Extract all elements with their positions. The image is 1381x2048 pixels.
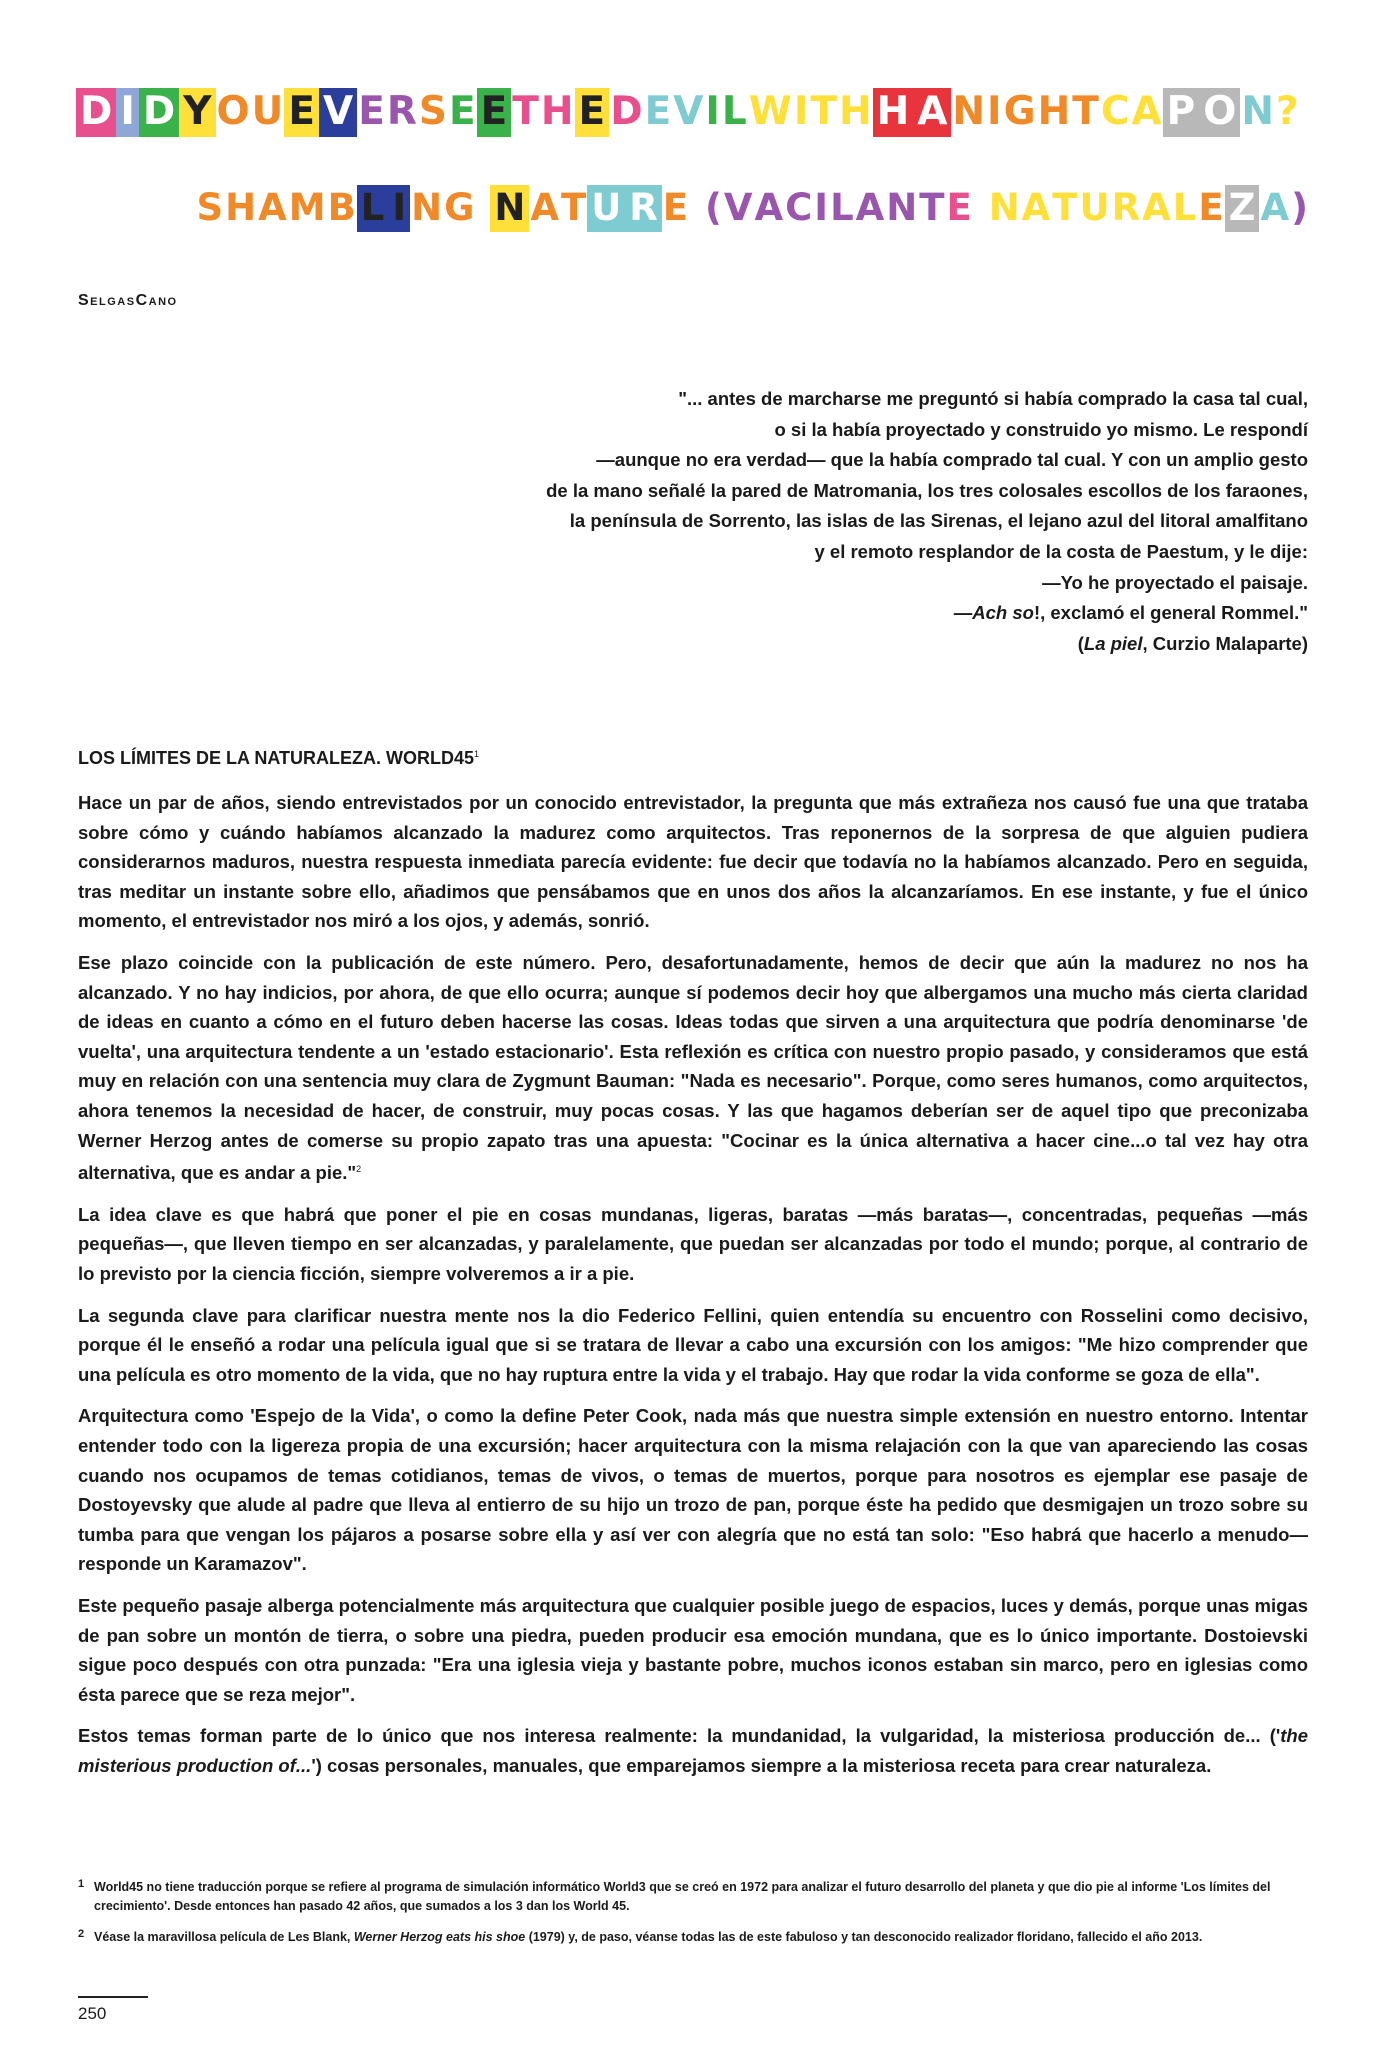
title-letter: E (448, 89, 476, 134)
footnote-text-part: Véase la maravillosa película de Les Blank, (94, 1930, 354, 1944)
title-letter: P (1163, 88, 1200, 137)
title-letter: B (327, 186, 356, 229)
footnote-italic: Werner Herzog eats his shoe (353, 1930, 526, 1944)
footnote-text (94, 1928, 1308, 1947)
title-letter: H (540, 89, 574, 134)
title-letter: I (793, 89, 809, 134)
title-letter: A (530, 186, 559, 229)
title-letter: E (662, 186, 689, 229)
title-letter: C (1100, 89, 1130, 134)
title-letter: A (1142, 186, 1171, 229)
title-letter: N (952, 89, 986, 134)
footnote (78, 1928, 1308, 1947)
paragraph: La segunda clave para clarificar nuestra mente nos la dio Federico Fellini, quien entendía su encuentro con Rosselini como decisivo, porque él le enseñó a rodar una película igual que si se tratara de llevar a cabo una excursión con los amigos: "Me hizo comprender que una película es otro momento de la vida, que no hay ruptura entre la vida y el trabajo. Hay que rodar la vida conforme se goza de ella". (78, 1304, 1308, 1385)
title-letter: D (139, 88, 179, 137)
title-letter: ) (1291, 186, 1308, 229)
title-letter: I (705, 89, 720, 134)
paragraph-text: Estos temas forman parte de lo único que nos interesa realmente: la mundanidad, la vulgaridad, la misteriosa producción de... (' (78, 1725, 1281, 1747)
epigraph-paren: ( (1077, 632, 1084, 654)
title-letter: M (288, 186, 326, 229)
title-letter: T (919, 186, 945, 229)
title-letter: U (1079, 186, 1110, 229)
epigraph (408, 384, 1308, 659)
footnote (78, 1878, 1308, 1916)
paragraph-text: ') cosas personales, manuales, que emparejamos siempre a la misteriosa receta para crear naturaleza. (311, 1754, 1212, 1776)
title-letter (689, 185, 704, 232)
title-letter (973, 185, 988, 232)
title-letter: T (810, 89, 837, 134)
epigraph-line: "... antes de marcharse me preguntó si había comprado la casa tal cual, (678, 388, 1308, 409)
title-letter: S (196, 186, 224, 229)
epigraph-italic: Ach so (972, 602, 1034, 624)
paragraph (78, 1721, 1308, 1780)
title-letter: H (873, 88, 914, 137)
title-letter: L (721, 89, 747, 134)
title-letter: E (358, 89, 385, 134)
epigraph-line: —aunque no era verdad— que la había comprado tal cual. Y con un amplio gesto (596, 449, 1308, 471)
footnote-text-part: (1979) y, de paso, véanse todas las de este fabuloso y tan desconocido realizador floridano, fallecido el año 2013. (525, 1930, 1203, 1944)
title-letter: U (251, 89, 284, 134)
body-text (78, 788, 1308, 1793)
epigraph-line: —Yo he proyectado el paisaje. (1042, 571, 1308, 593)
title-letter: Z (1225, 185, 1260, 232)
title-letter: D (76, 88, 116, 137)
title-letter: S (418, 89, 447, 134)
title-letter: I (116, 88, 139, 137)
title-letter: T (560, 186, 587, 229)
title-letter: E (575, 88, 610, 137)
title-letter (475, 185, 490, 232)
title-letter: W (748, 89, 792, 134)
paragraph: Este pequeño pasaje alberga potencialmente más arquitectura que cualquier posible juego de espacios, luces y demás, porque unas migas de pan sobre un montón de tierra, o sobre una piedra, pueden producir esa emoción mundana, que es lo único importante. Dostoievski sigue poco después con otra punzada: "Era una iglesia vieja y bastante pobre, muchos iconos estaban sin marco, pero en iglesias como ésta parece que se reza mejor". (78, 1595, 1308, 1705)
title-letter: E (644, 89, 672, 134)
title-letter: R (625, 185, 662, 232)
epigraph-line: y el remoto resplandor de la costa de Paestum, y le dije: (814, 540, 1308, 562)
title-letter: I (814, 186, 829, 229)
epigraph-dash: — (953, 602, 973, 624)
epigraph-source-author: , Curzio Malaparte) (1142, 632, 1308, 654)
title-letter: H (225, 186, 257, 229)
title-letter: I (987, 89, 1002, 134)
page-number-rule (78, 1996, 148, 1998)
epigraph-line: la península de Sorrento, las islas de las Sirenas, el lejano azul del litoral amalfitano (569, 510, 1308, 532)
title-letter: D (610, 89, 643, 134)
title-letter: A (754, 186, 784, 229)
paragraph: Arquitectura como 'Espejo de la Vida', o como la define Peter Cook, nada más que nuestra simple extensión en nuestro entorno. Intentar entender todo con la ligereza propia de una excursión; hacer arquitectura con la misma relajación con la que van apareciendo las cosas cuando nos ocupamos de temas cotidianos, temas de vivos, o temas de muertos, porque para nosotros es ejemplar ese pasaje de Dostoyevsky que alude al padre que lleva al entierro de su hijo un trozo de pan, porque éste ha pedido que desmigajen un trozo sobre su tumba para que vengan los pájaros a posarse sobre ella y así ver con alegría que no está tan solo: "Eso habrá que hacerlo a menudo— responde un Karamazov". (78, 1405, 1308, 1575)
epigraph-source-title: La piel (1083, 632, 1143, 654)
paragraph-italic: the misterious production of... (78, 1725, 1308, 1776)
title-letter: A (1260, 186, 1290, 229)
title-letter: T (1052, 186, 1078, 229)
paragraph-text: Ese plazo coincide con la publicación de este número. Pero, desafortunadamente, hemos de decir que aún la madurez no nos ha alcanzado. Y no hay indicios, por ahora, de que ello ocurra; aunque sí podemos decir hoy que albergamos una mucho más cierta claridad de ideas en cuanto a cómo en el futuro deben hacerse las cosas. Ideas todas que sirven a una arquitectura que podría denominarse 'de vuelta', una arquitectura tendente a un 'estado estacionario'. Esta reflexión es crítica con nuestro propio pasado, y consideramos que está muy en relación con una sentencia muy clara de Zygmunt Bauman: "Nada es necesario". Porque, como seres humanos, como arquitectos, ahora tenemos la necesidad de hacer, de construir, muy pocas cosas. Y las que hagamos deberían ser de aquel tipo que preconizaba Werner Herzog antes de comerse su propio zapato tras una apuesta: "Cocinar es la única alternativa a hacer cine...o tal vez hay otra alternativa, que es andar a pie." (78, 951, 1308, 1184)
epigraph-source (408, 629, 1308, 660)
title-letter: ? (1276, 89, 1299, 134)
paragraph: Hace un par de años, siendo entrevistados por un conocido entrevistador, la pregunta que más extrañeza nos causó fue una que trataba sobre cómo y cuándo habíamos alcanzado la madurez como arquitectos. Tras reponernos de la sorpresa de que alguien pudiera considerarnos maduros, nuestra respuesta inmediata parecía evidente: fue decir que todavía no la habíamos alcanzado. Pero en seguida, tras meditar un instante sobre ello, añadimos que pensábamos que en unos dos años la alcanzaríamos. En ese instante, y fue el único momento, el entrevistador nos miró a los ojos, y además, sonrió. (78, 792, 1308, 932)
title-letter: E (1198, 186, 1224, 229)
title-letter: O (216, 89, 250, 134)
title-line-1 (76, 88, 1300, 137)
title-letter: Y (179, 88, 215, 137)
title-letter: U (587, 185, 625, 232)
paragraph (78, 948, 1308, 1188)
section-heading-text: LOS LÍMITES DE LA NATURALEZA. WORLD45 (78, 748, 474, 768)
title-letter: R (1111, 186, 1141, 229)
title-letter: V (319, 88, 357, 137)
footnote-ref: 1 (474, 749, 480, 759)
title-letter: T (1072, 89, 1099, 134)
title-letter: L (1172, 186, 1197, 229)
footnote-number: 2 (78, 1928, 85, 1940)
title-letter: A (1131, 89, 1162, 134)
epigraph-text: !, exclamó el general Rommel." (1033, 602, 1308, 624)
title-letter: G (444, 186, 475, 229)
title-letter: L (357, 185, 389, 232)
title-letter: E (946, 186, 972, 229)
title-letter: I (388, 185, 410, 232)
title-letter: L (830, 186, 854, 229)
title-letter: E (477, 88, 512, 137)
title-letter: R (386, 89, 417, 134)
title-letter: H (838, 89, 872, 134)
title-letter: N (988, 186, 1020, 229)
title-letter: N (886, 186, 918, 229)
title-letter: A (913, 88, 951, 137)
title-letter: C (785, 186, 813, 229)
title-letter: ( (704, 186, 722, 229)
title-letter: N (411, 186, 443, 229)
footnote-number: 1 (78, 1878, 85, 1890)
title-letter: T (512, 89, 539, 134)
title-letter: H (1037, 89, 1071, 134)
epigraph-line: o si la había proyectado y construido yo mismo. Le respondí (774, 418, 1308, 440)
title-letter: A (855, 186, 885, 229)
title-letter: A (1021, 186, 1051, 229)
footnote-text: World45 no tiene traducción porque se refiere al programa de simulación informático World3 que se creó en 1972 para analizar el futuro desarrollo del planeta y que dio pie al informe 'Los límites del crecimiento'. Desde entonces han pasado 42 años, que sumados a los 3 dan los World 45. (94, 1880, 1271, 1913)
title-letter: E (284, 88, 319, 137)
author: SelgasCano (78, 292, 178, 309)
title-letter: G (1003, 89, 1036, 134)
epigraph-line: de la mano señalé la pared de Matromania, los tres colosales escollos de los faraones, (546, 479, 1308, 501)
footnote-ref: 2 (356, 1164, 362, 1175)
section-heading (78, 748, 479, 769)
title-letter: O (1199, 88, 1240, 137)
title-letter: N (1241, 89, 1275, 134)
title-letter: V (673, 89, 704, 134)
epigraph-line (408, 598, 1308, 629)
paragraph: La idea clave es que habrá que poner el pie en cosas mundanas, ligeras, baratas —más baratas—, concentradas, pequeñas —más pequeñas—, que lleven tiempo en ser alcanzadas, y paralelamente, que puedan ser alcanzadas por todo el mundo; porque, al contrario de lo previsto por la ciencia ficción, siempre volveremos a ir a pie. (78, 1203, 1308, 1285)
title-line-2 (195, 185, 1309, 232)
page-number: 250 (78, 2004, 107, 2023)
title-letter: V (723, 186, 753, 229)
title-letter: A (258, 186, 287, 229)
footnotes (78, 1878, 1308, 1959)
title-letter: N (490, 185, 529, 232)
